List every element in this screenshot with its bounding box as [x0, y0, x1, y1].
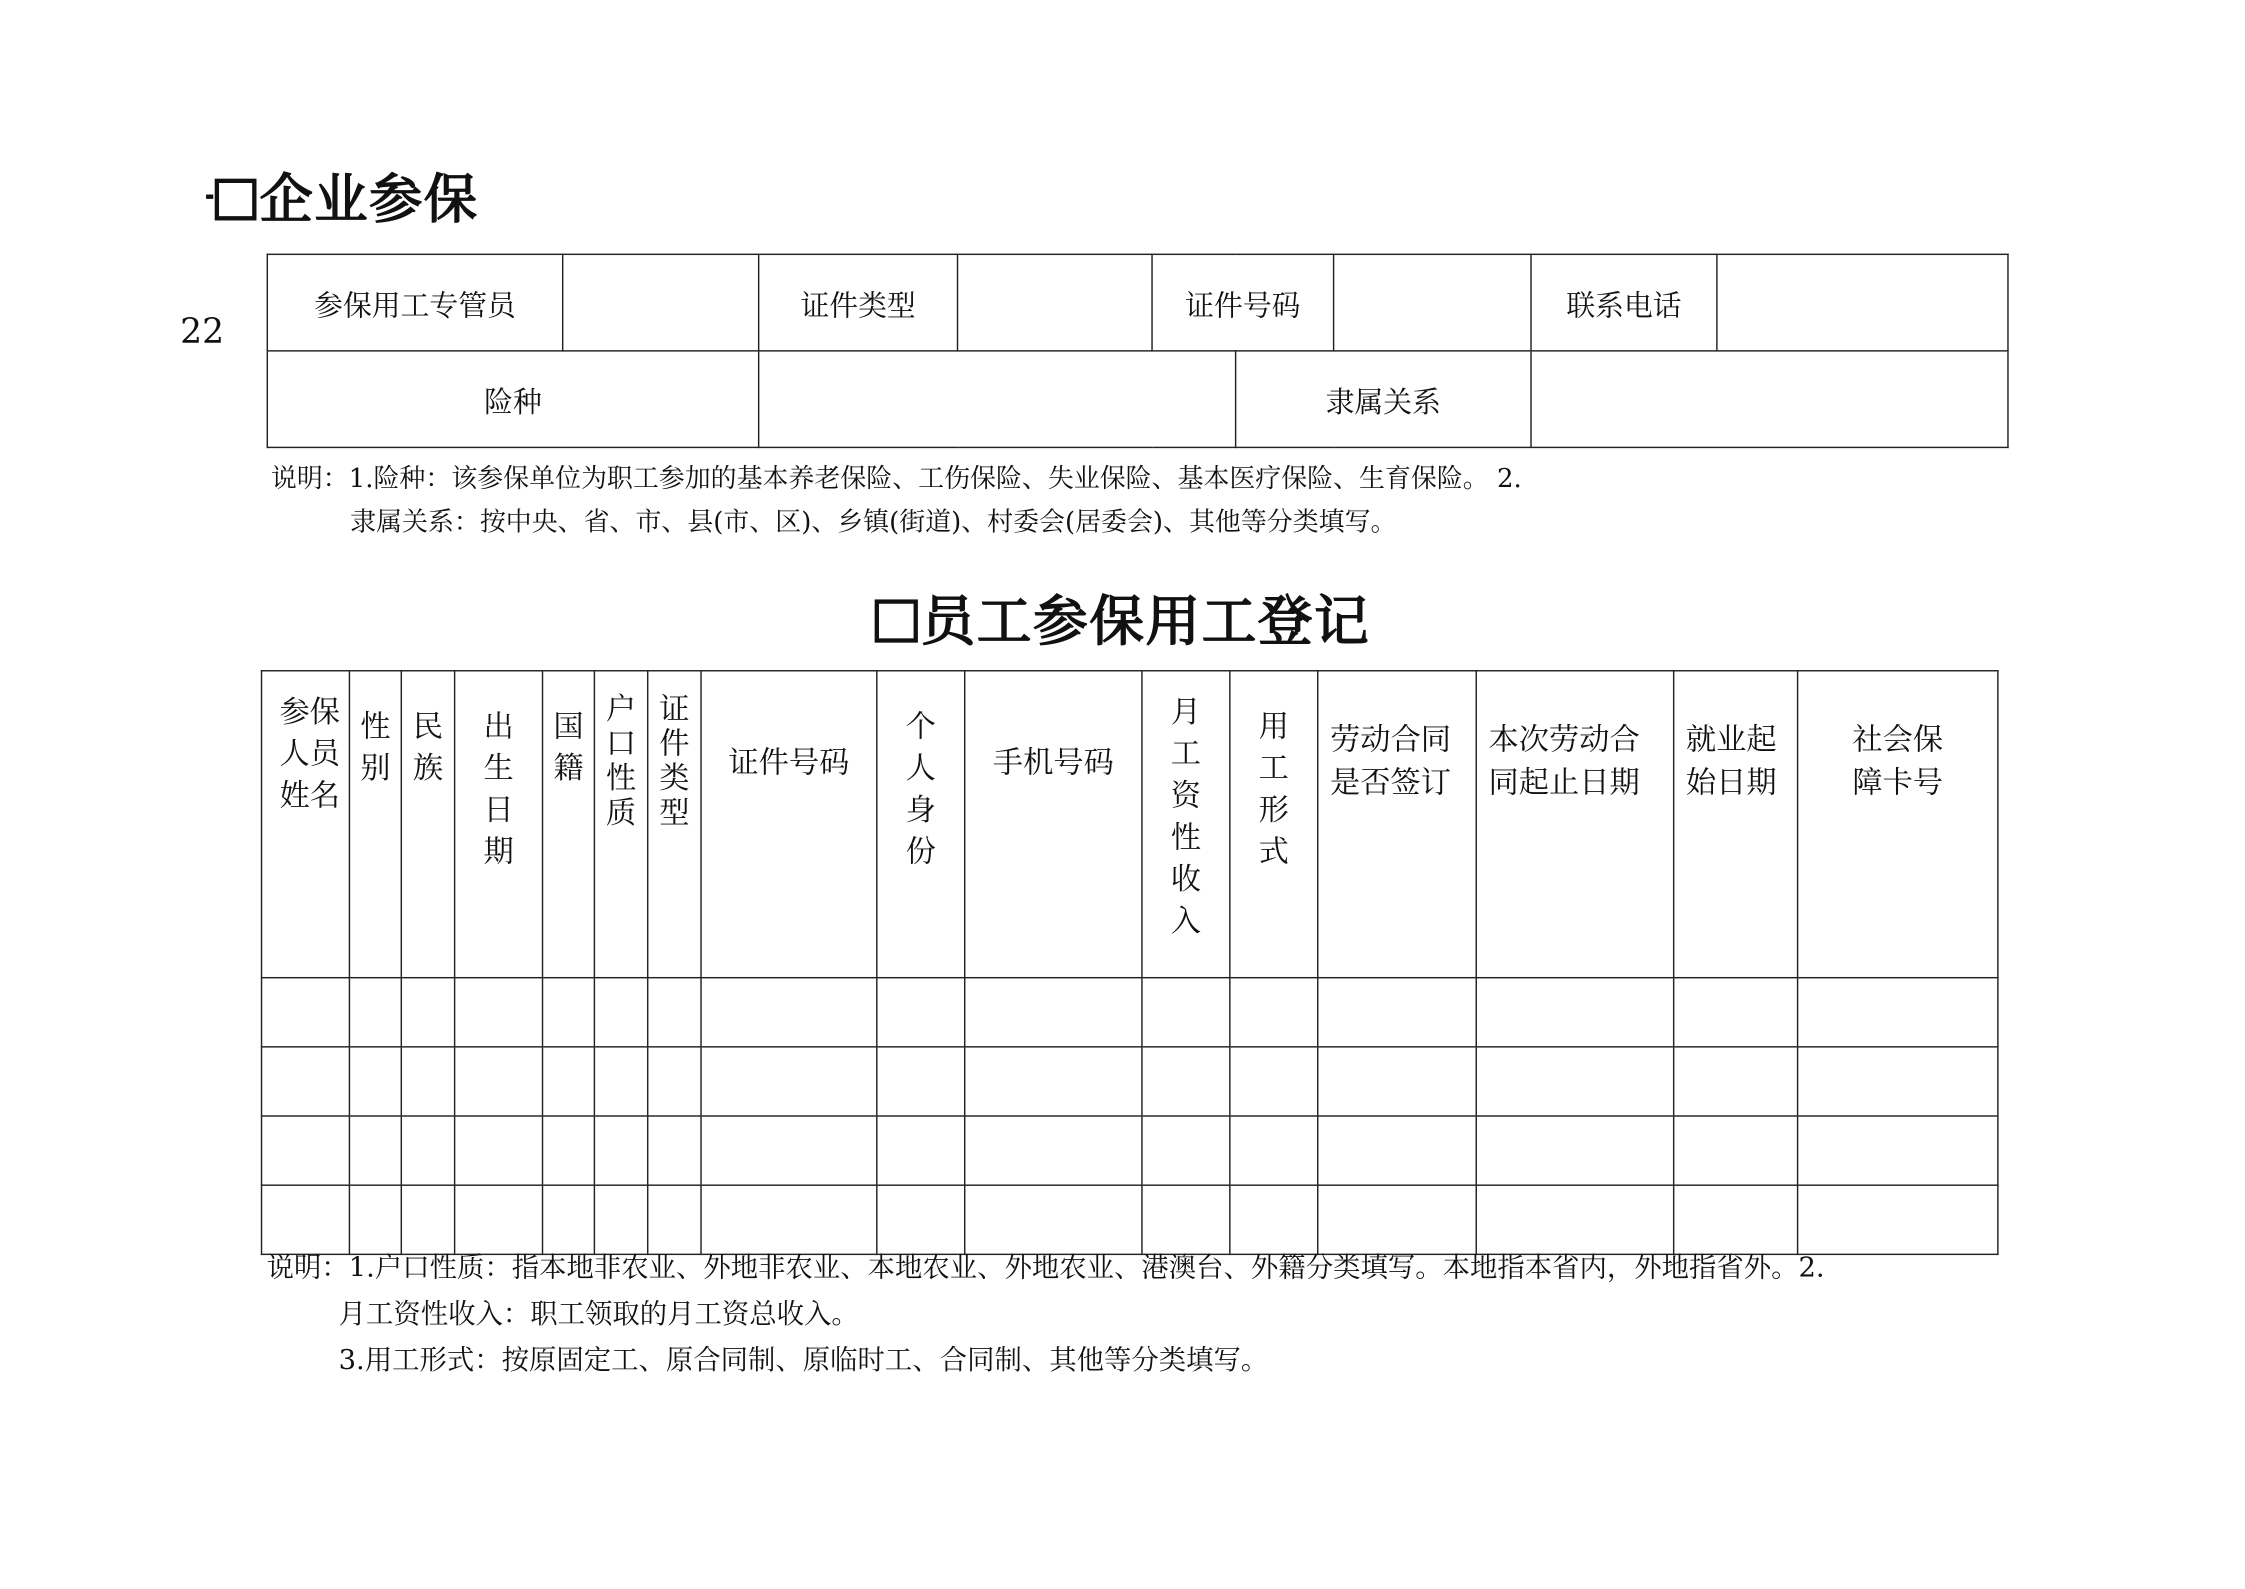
table-cell[interactable]	[455, 1116, 543, 1185]
header-contract-period: 本次劳动合同起止日期	[1476, 671, 1673, 978]
header-hukou-type: 户口性质	[594, 671, 647, 978]
enterprise-row-1	[267, 254, 2008, 351]
table-cell[interactable]	[648, 1185, 701, 1254]
header-contract-signed: 劳动合同是否签订	[1318, 671, 1477, 978]
table-cell[interactable]	[543, 1047, 595, 1116]
table-cell[interactable]	[701, 1047, 877, 1116]
table-cell[interactable]	[877, 1185, 965, 1254]
affiliation-label: 隶属关系	[1236, 351, 1531, 448]
table-cell[interactable]	[648, 1047, 701, 1116]
table-cell[interactable]	[1142, 978, 1230, 1047]
section-title-employee-text: 员工参保用工登记	[920, 589, 1371, 653]
table-cell[interactable]	[1230, 1185, 1318, 1254]
table-row	[262, 978, 1998, 1047]
header-mobile: 手机号码	[965, 671, 1142, 978]
employee-note-line-3: 3.用工形式：按原固定工、原合同制、原临时工、合同制、其他等分类填写。	[338, 1344, 1269, 1377]
table-cell[interactable]	[965, 1116, 1142, 1185]
table-cell[interactable]	[1476, 1047, 1673, 1116]
table-cell[interactable]	[1476, 978, 1673, 1047]
table-cell[interactable]	[701, 978, 877, 1047]
phone-label: 联系电话	[1531, 254, 1717, 351]
table-cell[interactable]	[1476, 1116, 1673, 1185]
page-number: 22	[180, 311, 225, 352]
manager-value[interactable]	[563, 254, 759, 351]
phone-value[interactable]	[1717, 254, 2008, 351]
table-cell[interactable]	[648, 1116, 701, 1185]
table-cell[interactable]	[877, 978, 965, 1047]
table-cell[interactable]	[1476, 1185, 1673, 1254]
table-cell[interactable]	[262, 1116, 350, 1185]
enterprise-note-line-1: 说明：1.险种：该参保单位为职工参加的基本养老保险、工伤保险、失业保险、基本医疗保险、生育保险。 2.	[270, 463, 1522, 495]
table-cell[interactable]	[1142, 1185, 1230, 1254]
table-cell[interactable]	[1674, 1185, 1798, 1254]
table-cell[interactable]	[1318, 1116, 1477, 1185]
table-cell[interactable]	[701, 1116, 877, 1185]
table-cell[interactable]	[401, 1047, 454, 1116]
table-cell[interactable]	[1318, 1185, 1477, 1254]
header-employment-form: 用工形式	[1230, 671, 1318, 978]
table-cell[interactable]	[701, 1185, 877, 1254]
table-row	[262, 1116, 1998, 1185]
table-cell[interactable]	[1798, 978, 1998, 1047]
employee-note-line-2: 月工资性收入：职工领取的月工资总收入。	[338, 1298, 859, 1330]
table-cell[interactable]	[1142, 1116, 1230, 1185]
header-gender: 性别	[349, 671, 401, 978]
table-cell[interactable]	[965, 1185, 1142, 1254]
section-title-enterprise	[206, 156, 478, 234]
table-cell[interactable]	[543, 1185, 595, 1254]
header-nationality: 国籍	[543, 671, 595, 978]
section-title-enterprise-text: 企业参保	[259, 168, 479, 231]
table-row	[262, 1047, 1998, 1116]
table-cell[interactable]	[1798, 1185, 1998, 1254]
id-type-value[interactable]	[958, 254, 1153, 351]
dash-mark	[206, 195, 213, 199]
table-cell[interactable]	[965, 978, 1142, 1047]
table-cell[interactable]	[1318, 1047, 1477, 1116]
table-cell[interactable]	[594, 1185, 647, 1254]
insurance-value[interactable]	[759, 351, 1236, 448]
header-monthly-wage: 月工资性收入	[1142, 671, 1230, 978]
table-cell[interactable]	[543, 978, 595, 1047]
table-cell[interactable]	[1230, 978, 1318, 1047]
insurance-label: 险种	[267, 351, 758, 448]
table-cell[interactable]	[1318, 978, 1477, 1047]
enterprise-table	[267, 254, 2009, 449]
checkbox-employee[interactable]	[875, 600, 918, 643]
table-cell[interactable]	[455, 978, 543, 1047]
table-cell[interactable]	[594, 1116, 647, 1185]
table-cell[interactable]	[1798, 1116, 1998, 1185]
table-cell[interactable]	[349, 978, 401, 1047]
table-cell[interactable]	[543, 1116, 595, 1185]
header-id-number: 证件号码	[701, 671, 877, 978]
table-cell[interactable]	[262, 978, 350, 1047]
header-employment-start: 就业起始日期	[1674, 671, 1798, 978]
section-title-employee	[875, 576, 1371, 655]
id-type-label: 证件类型	[759, 254, 958, 351]
employee-table	[261, 670, 1999, 1255]
employee-note	[267, 1245, 2018, 1383]
header-id-type: 证件类型	[648, 671, 701, 978]
table-cell[interactable]	[349, 1185, 401, 1254]
enterprise-note	[271, 458, 1683, 544]
table-cell[interactable]	[455, 1185, 543, 1254]
header-personal-status: 个人身份	[877, 671, 965, 978]
table-cell[interactable]	[594, 1047, 647, 1116]
table-cell[interactable]	[349, 1047, 401, 1116]
header-ss-card: 社会保障卡号	[1798, 671, 1998, 978]
table-cell[interactable]	[594, 978, 647, 1047]
header-ethnicity: 民族	[401, 671, 454, 978]
table-cell[interactable]	[401, 978, 454, 1047]
manager-label: 参保用工专管员	[267, 254, 562, 351]
enterprise-row-2	[267, 351, 2008, 448]
table-cell[interactable]	[1142, 1047, 1230, 1116]
table-cell[interactable]	[1230, 1047, 1318, 1116]
table-cell[interactable]	[965, 1047, 1142, 1116]
employee-note-line-1: 说明：1.户口性质：指本地非农业、外地非农业、本地农业、外地农业、港澳台、外籍分类填写。本地指本省内，外地指省外。2.	[266, 1252, 1825, 1284]
table-cell[interactable]	[877, 1116, 965, 1185]
id-number-value[interactable]	[1334, 254, 1531, 351]
table-cell[interactable]	[877, 1047, 965, 1116]
table-cell[interactable]	[401, 1185, 454, 1254]
id-number-label: 证件号码	[1152, 254, 1334, 351]
table-row	[262, 1185, 1998, 1254]
table-cell[interactable]	[262, 1185, 350, 1254]
table-cell[interactable]	[1798, 1047, 1998, 1116]
table-cell[interactable]	[1674, 1116, 1798, 1185]
table-cell[interactable]	[349, 1116, 401, 1185]
table-cell[interactable]	[1674, 978, 1798, 1047]
affiliation-value[interactable]	[1531, 351, 2008, 448]
header-name: 参保人员姓名	[262, 671, 350, 978]
enterprise-note-line-2: 隶属关系：按中央、省、市、县(市、区)、乡镇(街道)、村委会(居委会)、其他等分类填写。	[350, 507, 1397, 538]
table-cell[interactable]	[401, 1116, 454, 1185]
table-cell[interactable]	[262, 1047, 350, 1116]
table-cell[interactable]	[455, 1047, 543, 1116]
header-birth-date: 出生日期	[455, 671, 543, 978]
employee-header-row	[262, 671, 1998, 978]
table-cell[interactable]	[1230, 1116, 1318, 1185]
table-cell[interactable]	[1674, 1047, 1798, 1116]
table-cell[interactable]	[648, 978, 701, 1047]
checkbox-enterprise[interactable]	[215, 179, 257, 221]
